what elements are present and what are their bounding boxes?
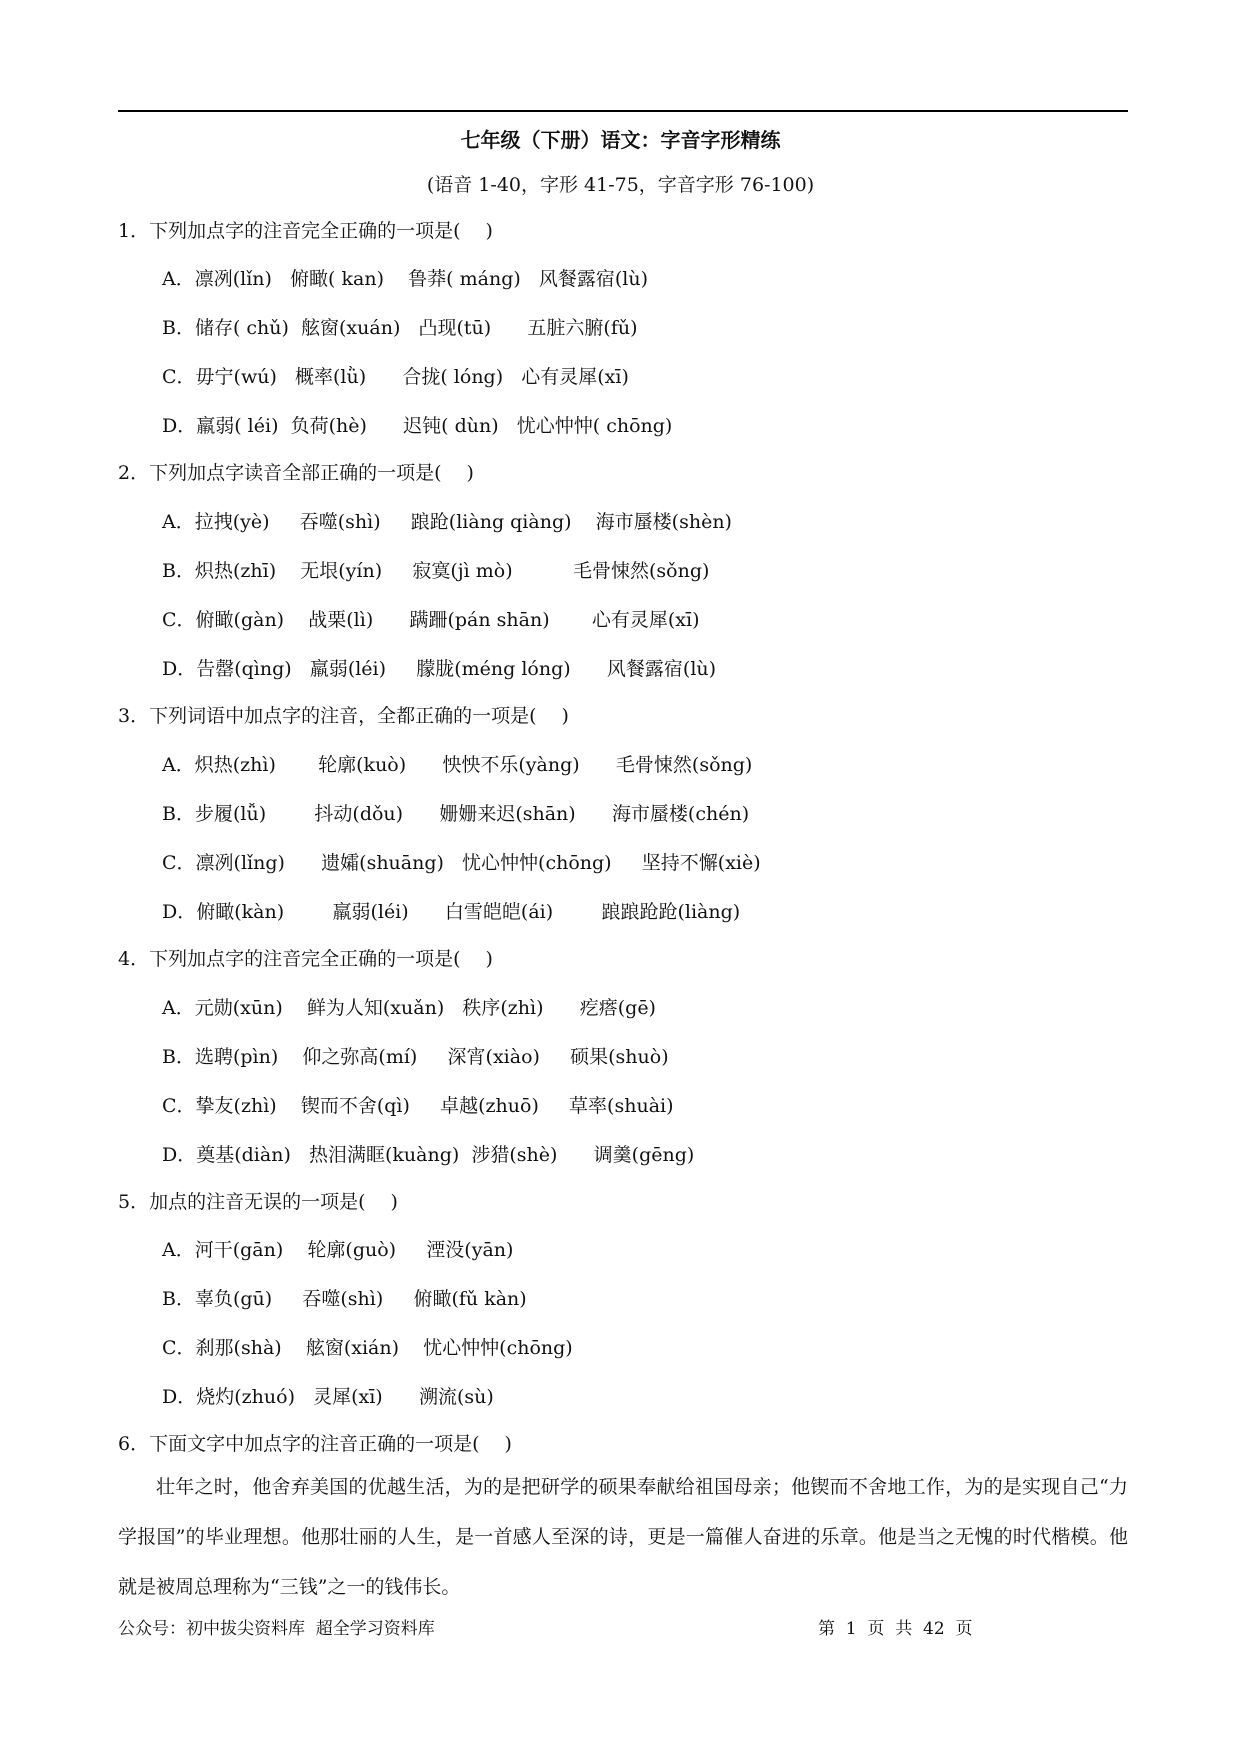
- question-4-option-d: D．奠基(diàn) 热泪满眶(kuàng) 涉猎(shè) 调羹(gēng): [162, 1144, 695, 1166]
- question-1-option-a: A．凛冽(lǐn) 俯瞰( kan) 鲁莽( máng) 风餐露宿(lù): [162, 268, 649, 290]
- question-4-option-a: A．元勋(xūn) 鲜为人知(xuǎn) 秩序(zhì) 疙瘩(gē): [162, 997, 656, 1019]
- question-4-option-c: C．挚友(zhì) 锲而不舍(qì) 卓越(zhuō) 草率(shuài): [162, 1095, 674, 1117]
- question-2-option-b: B．炽热(zhī) 无垠(yín) 寂寞(jì mò) 毛骨悚然(sǒng): [162, 560, 710, 582]
- question-5-stem: 5．加点的注音无误的一项是( ): [118, 1191, 398, 1213]
- question-2-stem: 2．下列加点字读音全部正确的一项是( ): [118, 462, 474, 484]
- question-1-option-d: D．羸弱( léi) 负荷(hè) 迟钝( dùn) 忧心忡忡( chōng): [162, 415, 673, 437]
- question-4-stem: 4．下列加点字的注音完全正确的一项是( ): [118, 948, 493, 970]
- question-3-option-b: B．步履(lǚ) 抖动(dǒu) 姗姗来迟(shān) 海市蜃楼(chén): [162, 803, 750, 825]
- question-1-option-b: B．储存( chǔ) 舷窗(xuán) 凸现(tū) 五脏六腑(fǔ): [162, 317, 638, 339]
- document-title: 七年级（下册）语文：字音字形精练: [460, 128, 781, 152]
- question-3-option-d: D．俯瞰(kàn) 羸弱(léi) 白雪皑皑(ái) 踉踉跄跄(liàng): [162, 901, 741, 923]
- question-1-option-c: C．毋宁(wú) 概率(lǜ) 合拢( lóng) 心有灵犀(xī): [162, 366, 629, 388]
- passage-paragraph: 壮年之时，他舍弃美国的优越生活，为的是把研学的硕果奉献给祖国母亲；他锲而不舍地工作，为的是实现自己“力学报国”的毕业理想。他那壮丽的人生，是一首感人至深的诗，更是一篇催人奋进的乐章。他是当之无愧的时代楷模。他就是被周总理称为“三钱”之一的钱伟长。: [118, 1476, 1128, 1598]
- question-3-option-c: C．凛冽(lǐng) 遗孀(shuāng) 忧心忡忡(chōng) 坚持不懈(xiè): [162, 852, 761, 874]
- question-1-stem: 1．下列加点字的注音完全正确的一项是( ): [118, 220, 493, 242]
- question-6-stem: 6．下面文字中加点字的注音正确的一项是( ): [118, 1433, 512, 1455]
- footer-source: 公众号：初中拔尖资料库 超全学习资料库: [118, 1619, 435, 1639]
- question-2-option-a: A．拉拽(yè) 吞噬(shì) 踉跄(liàng qiàng) 海市蜃楼(shèn): [162, 511, 732, 533]
- question-3-option-a: A．炽热(zhì) 轮廓(kuò) 怏怏不乐(yàng) 毛骨悚然(sǒng): [162, 754, 753, 776]
- document-subtitle: (语音 1-40，字形 41-75，字音字形 76-100): [426, 174, 815, 196]
- question-2-option-c: C．俯瞰(gàn) 战栗(lì) 蹒跚(pán shān) 心有灵犀(xī): [162, 609, 700, 631]
- question-5-option-b: B．辜负(gū) 吞噬(shì) 俯瞰(fǔ kàn): [162, 1288, 527, 1310]
- page-number: 第 1 页 共 42 页: [818, 1619, 973, 1639]
- question-3-stem: 3．下列词语中加点字的注音，全都正确的一项是( ): [118, 705, 569, 727]
- question-6-passage: [118, 1462, 1128, 1612]
- question-2-option-d: D．告罄(qìng) 羸弱(léi) 朦胧(méng lóng) 风餐露宿(lù): [162, 658, 717, 680]
- question-5-option-a: A．河干(gān) 轮廓(guò) 湮没(yān): [162, 1239, 514, 1261]
- header-rule: [118, 110, 1128, 112]
- question-5-option-d: D．烧灼(zhuó) 灵犀(xī) 溯流(sù): [162, 1386, 494, 1408]
- question-4-option-b: B．选聘(pìn) 仰之弥高(mí) 深宵(xiào) 硕果(shuò): [162, 1046, 669, 1068]
- question-5-option-c: C．刹那(shà) 舷窗(xián) 忧心忡忡(chōng): [162, 1337, 573, 1359]
